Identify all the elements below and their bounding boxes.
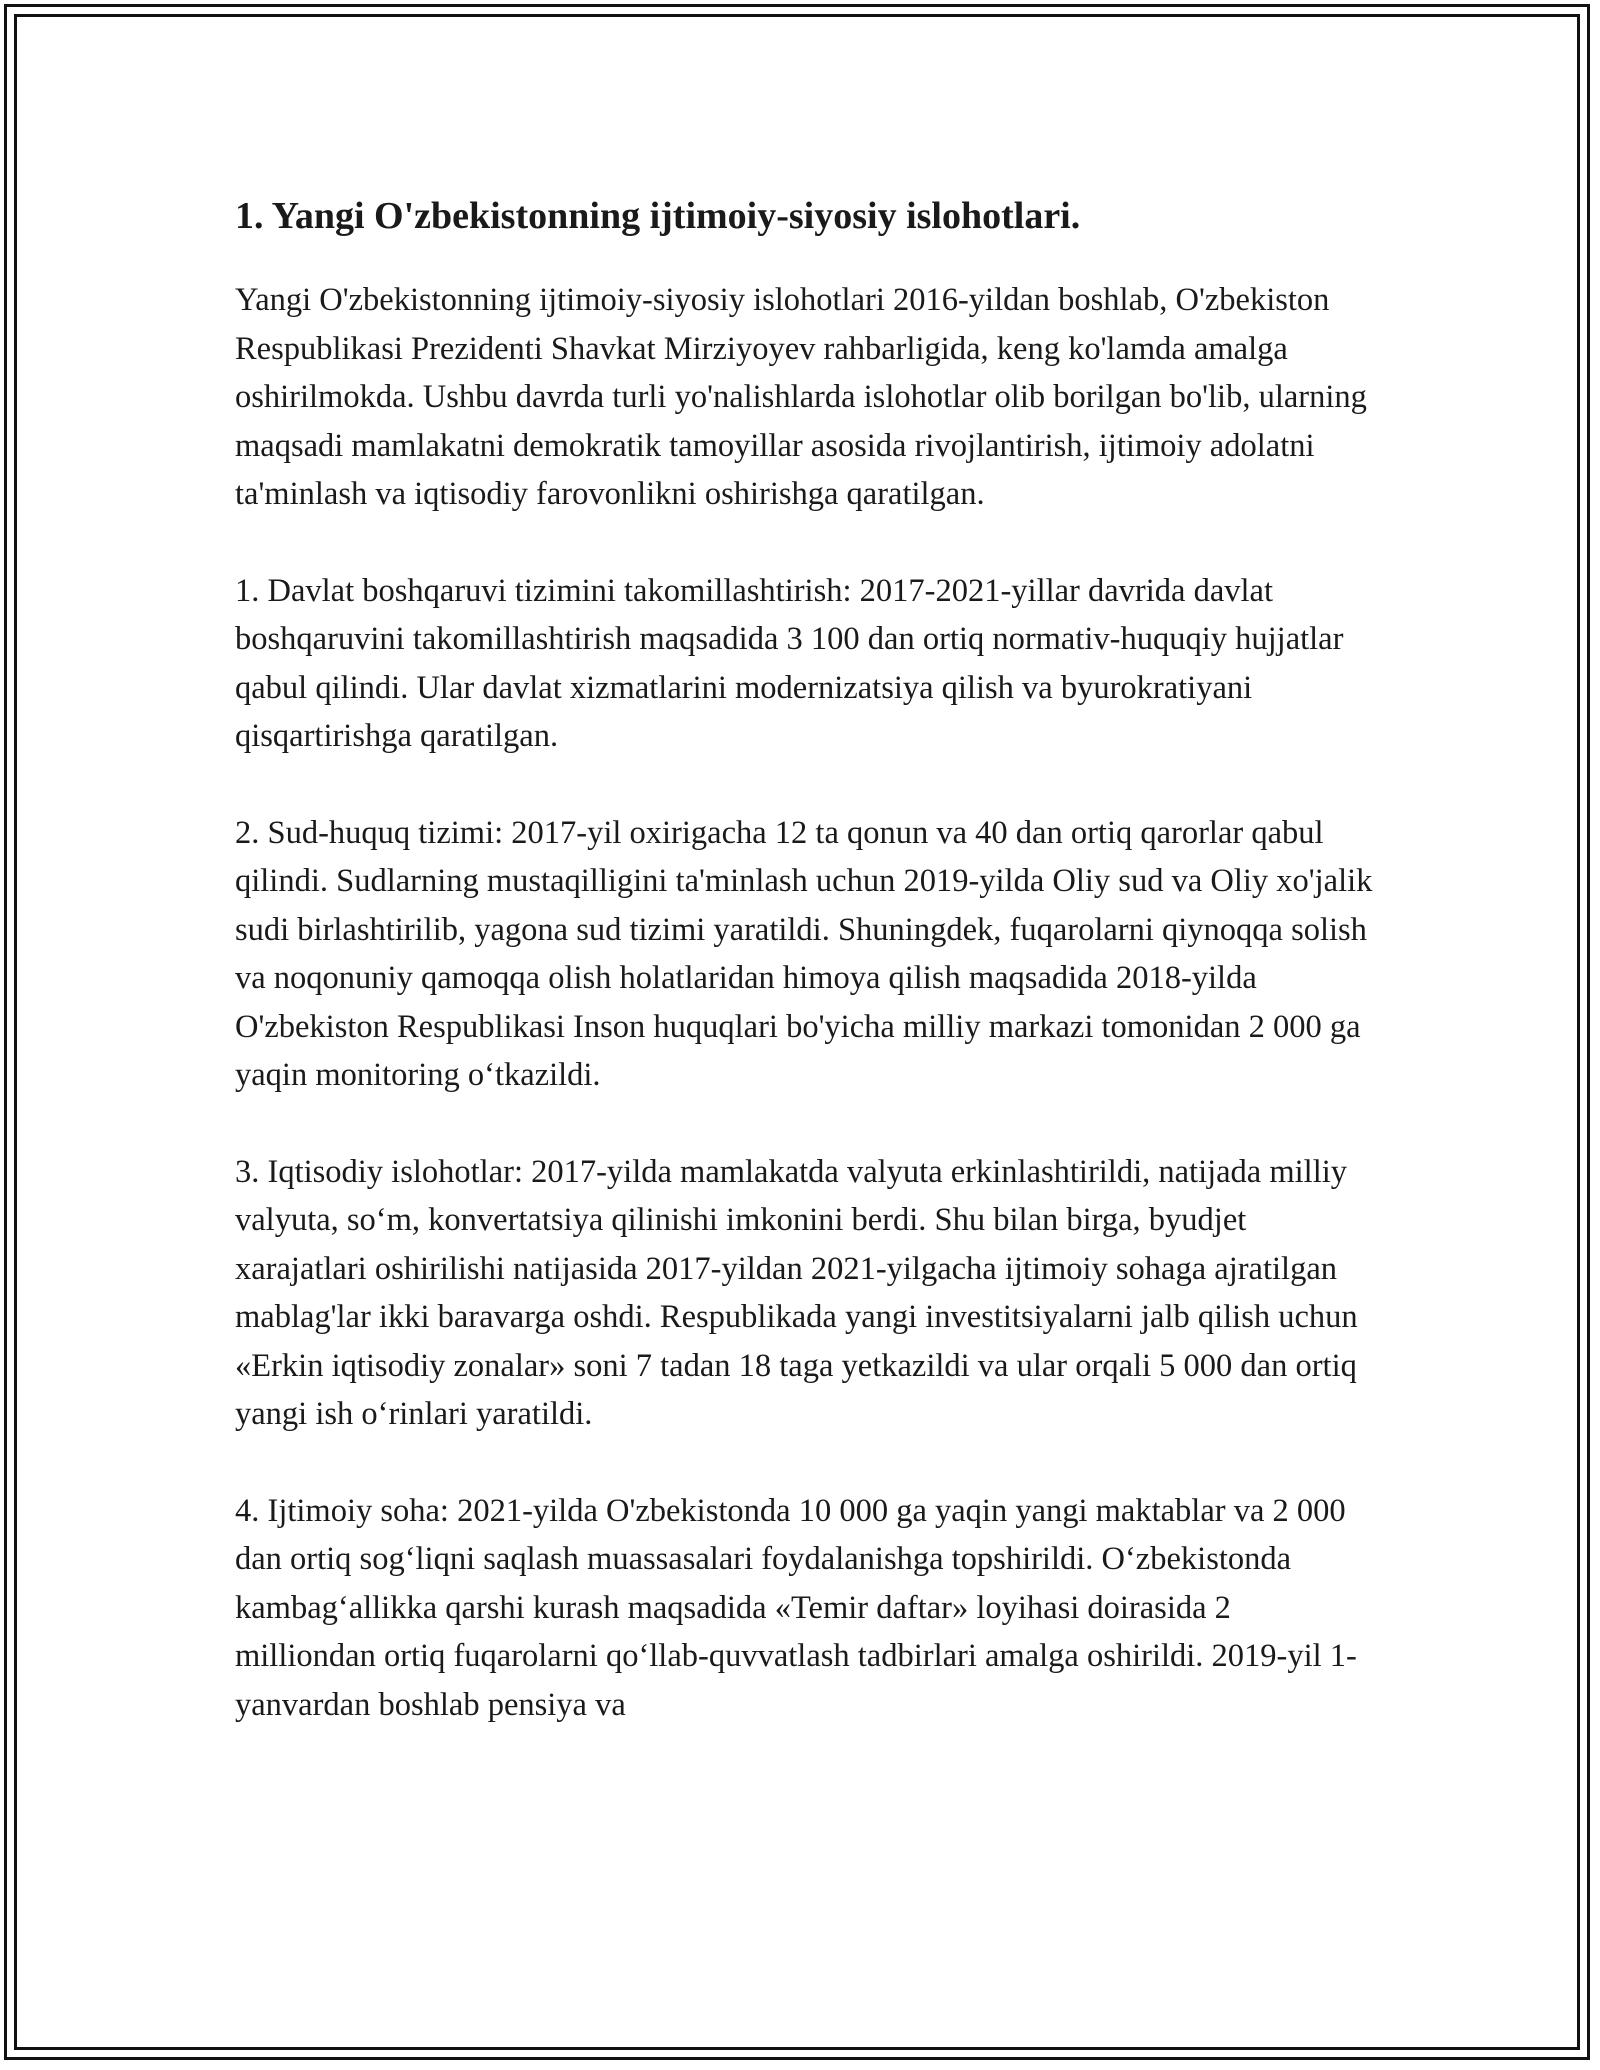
section-4-paragraph: 4. Ijtimoiy soha: 2021-yilda O'zbekistonda 10 000 ga yaqin yangi maktablar va 2 000 dan ortiq sog‘liqni saqlash muassasalari foydalanishga topshirildi. O‘zbekistonda kambag‘allikka qarshi kurash maqsadida «Temir daftar» loyihasi doirasida 2 milliondan ortiq fuqarolarni qo‘llab-quvvatlash tadbirlari amalga oshirildi. 2019-yil 1-yanvardan boshlab pensiya va [235, 1492, 1357, 1723]
section-2-paragraph: 2. Sud-huquq tizimi: 2017-yil oxirigacha 12 ta qonun va 40 dan ortiq qarorlar qabul qilindi. Sudlarning mustaqilligini ta'minlash uchun 2019-yilda Oliy sud va Oliy xo'jalik sudi birlashtirilib, yagona sud tizimi yaratildi. Shuningdek, fuqarolarni qiynoqqa solish va noqonuniy qamoqqa olish holatlaridan himoya qilish maqsadida 2018-yilda O'zbekiston Respublikasi Inson huquqlari bo'yicha milliy markazi tomonidan 2 000 ga yaqin monitoring o‘tkazildi. [235, 814, 1373, 1093]
document-heading: 1. Yangi O'zbekistonning ijtimoiy-siyosiy islohotlari. [235, 195, 1081, 237]
section-1-paragraph: 1. Davlat boshqaruvi tizimini takomillashtirish: 2017-2021-yillar davrida davlat boshqaruvini takomillashtirish maqsadida 3 100 dan ortiq normativ-huquqiy hujjatlar qabul qilindi. Ular davlat xizmatlarini modernizatsiya qilish va byurokratiyani qisqartirishga qaratilgan. [235, 572, 1344, 754]
section-3-paragraph: 3. Iqtisodiy islohotlar: 2017-yilda mamlakatda valyuta erkinlashtirildi, natijada milliy valyuta, so‘m, konvertatsiya qilinishi imkonini berdi. Shu bilan birga, byudjet xarajatlari oshirilishi natijasida 2017-yildan 2021-yilgacha ijtimoiy sohaga ajratilgan mablag'lar ikki baravarga oshdi. Respublikada yangi investitsiyalarni jalb qilish uchun «Erkin iqtisodiy zonalar» soni 7 tadan 18 taga yetkazildi va ular orqali 5 000 dan ortiq yangi ish o‘rinlari yaratildi. [235, 1153, 1358, 1432]
intro-paragraph: Yangi O'zbekistonning ijtimoiy-siyosiy islohotlari 2016-yildan boshlab, O'zbekiston Respublikasi Prezidenti Shavkat Mirziyoyev rahbarligida, keng ko'lamda amalga oshirilmokda. Ushbu davrda turli yo'nalishlarda islohotlar olib borilgan bo'lib, ularning maqsadi mamlakatni demokratik tamoyillar asosida rivojlantirish, ijtimoiy adolatni ta'minlash va iqtisodiy farovonlikni oshirishga qaratilgan. [235, 282, 1367, 512]
document-body [235, 186, 1375, 1777]
